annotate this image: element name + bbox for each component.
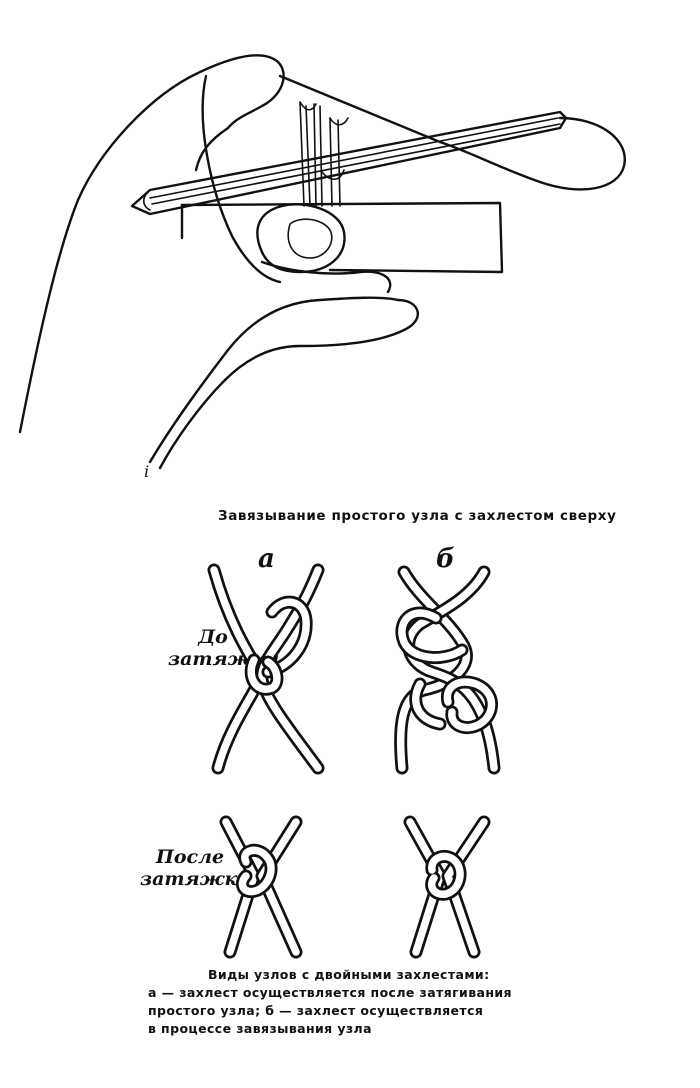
- knot-a-loose: [214, 570, 318, 768]
- bottom-caption-line-1: Виды узлов с двойными захлестами:: [208, 967, 490, 982]
- column-label-a: а: [258, 544, 275, 574]
- top-figure-caption: Завязывание простого узла с захлестом сверху: [218, 508, 617, 524]
- bottom-caption-line-3: простого узла; б — захлест осуществляется: [148, 1003, 484, 1018]
- knot-b-tight: [410, 822, 484, 952]
- row-label-after-line1: После: [155, 846, 225, 868]
- bottom-figure-caption: [148, 966, 568, 1038]
- row-label-before-line2: затяжки: [168, 648, 280, 670]
- knot-b-loose: [401, 572, 494, 768]
- bottom-caption-line-4: в процессе завязывания узла: [148, 1021, 372, 1036]
- bottom-caption-line-2: а — захлест осуществляется после затягивания: [148, 985, 512, 1000]
- row-label-before-line1: До: [198, 626, 228, 648]
- column-label-b: б: [436, 544, 455, 574]
- row-label-after-line2: затяжки: [140, 868, 252, 890]
- knot-a-tight: [226, 822, 296, 952]
- corner-mark: i: [144, 462, 150, 481]
